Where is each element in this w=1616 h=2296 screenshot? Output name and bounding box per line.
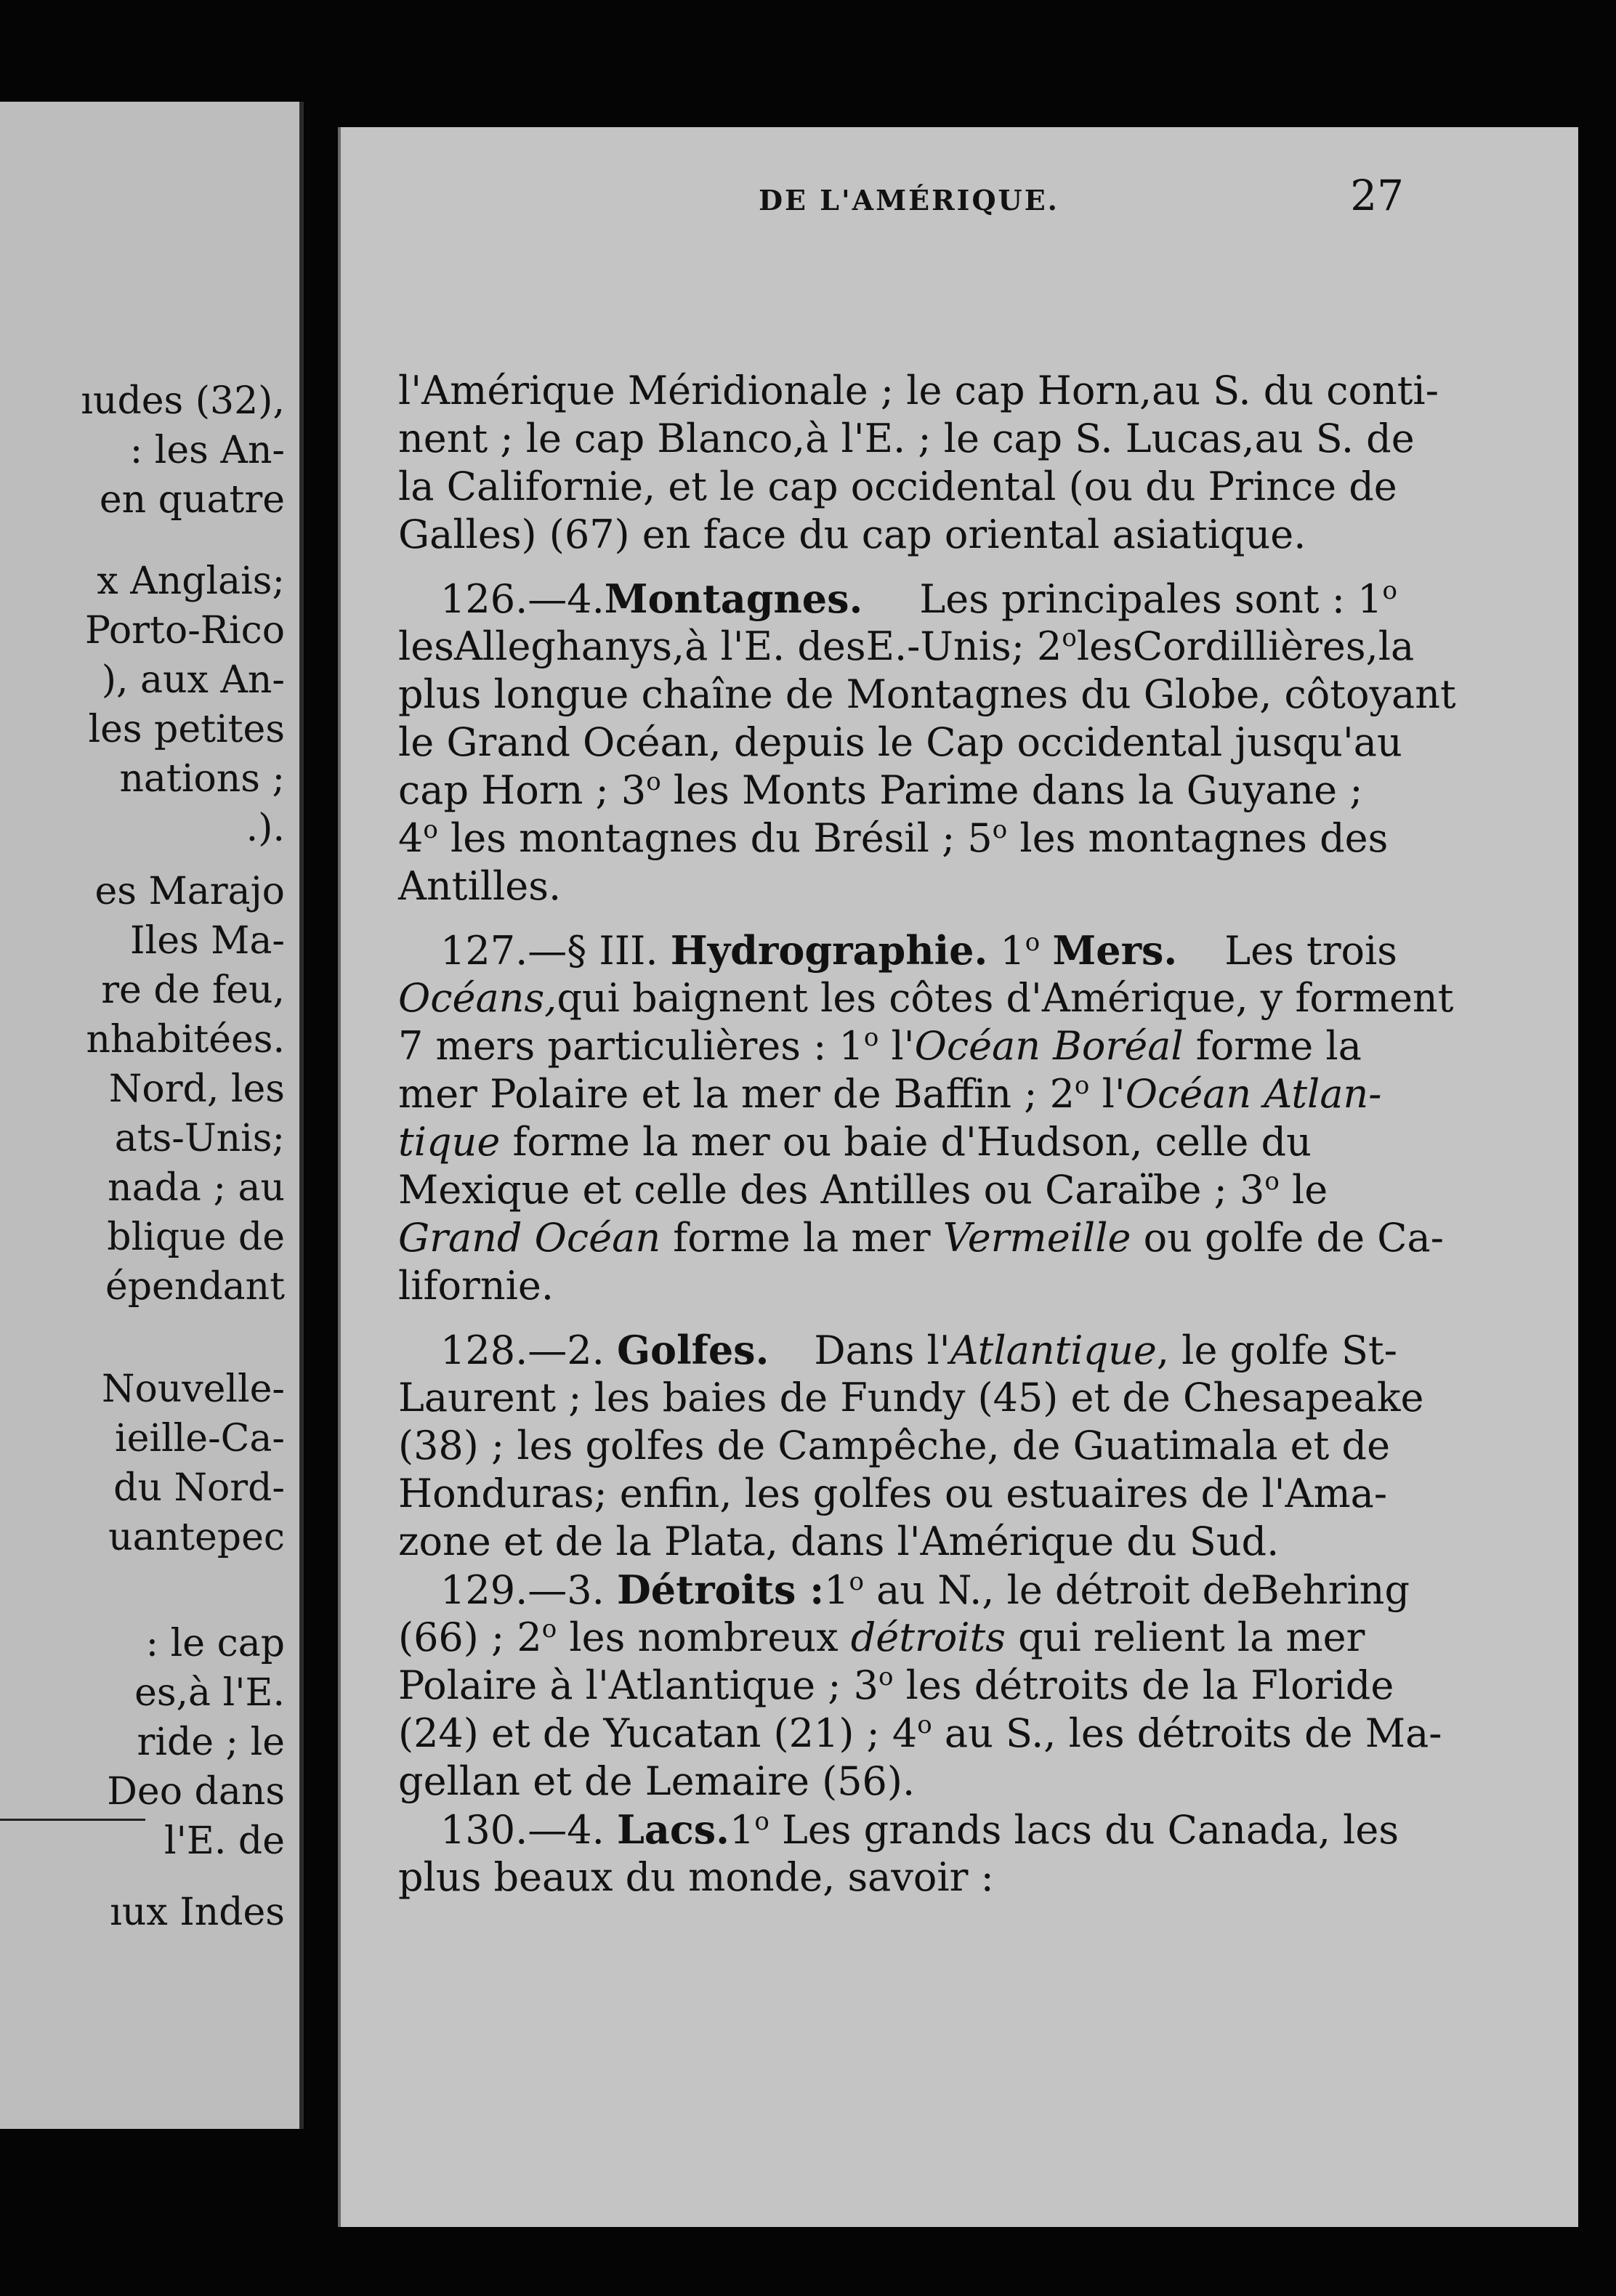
left-page-line: ieille-Ca- [115,1417,285,1460]
paragraph-130-heading-line: 130.—4. Lacs. 1$^o$ Les grands lacs du Canada, les [440,1806,1399,1853]
text-line: Grand Océan forme la mer Vermeille ou golfe de Ca- [398,1215,1444,1261]
text-line: Polaire à l'Atlantique ; 3$^o$ les détroits de la Floride [398,1662,1394,1708]
text-line: Galles) (67) en face du cap oriental asiatique. [398,512,1306,557]
text-line: (66) ; 2$^o$ les nombreux détroits qui relient la mer [398,1614,1365,1660]
text-line: zone et de la Plata, dans l'Amérique du Sud. [398,1519,1280,1564]
left-page-line: ats-Unis; [114,1117,285,1160]
text-line: Honduras; enfin, les golfes ou estuaires de l'Ama- [398,1471,1388,1516]
paragraph-number: 127.—§ III. [440,928,658,974]
left-page-line: l'E. de [163,1819,285,1863]
paragraph-129-heading-line: 129.—3. Détroits : 1$^o$ au N., le détroit deBehring [440,1567,1410,1613]
text-line: l'Amérique Méridionale ; le cap Horn,au S. du conti- [398,368,1439,413]
left-page-line: nations ; [119,757,285,801]
running-head: DE L'AMÉRIQUE. [759,184,1059,217]
paragraph-126-heading-line: 126.—4.Montagnes. Les principales sont : 1$^o$ [440,575,1397,622]
text-line: nent ; le cap Blanco,à l'E. ; le cap S. Lucas,au S. de [398,416,1415,461]
paragraph-127-heading-line: 127.—§ III. Hydrographie. 1$^o$ Mers. Les trois [440,927,1397,974]
left-page-line: blique de [107,1216,285,1259]
page-header [414,171,1404,222]
paragraph-128-heading-line: 128.—2. Golfes. Dans l'Atlantique, le golfe St- [440,1327,1397,1373]
left-page-line: ride ; le [137,1721,285,1764]
text-line: Laurent ; les baies de Fundy (45) et de Chesapeake [398,1375,1424,1420]
paragraph-number: 129.—3. [440,1567,605,1613]
left-page-line: nada ; au [108,1166,285,1210]
text-line: lesAlleghanys,à l'E. desE.-Unis; 2$^o$lesCordillières,la [398,623,1415,669]
left-page-line: uantepec [108,1516,285,1559]
section-heading: Détroits : [616,1567,825,1613]
section-heading: Lacs. [616,1806,730,1853]
text-line: 7 mers particulières : 1$^o$ l'Océan Boréal forme la [398,1023,1362,1069]
section-heading: Hydrographie. [670,927,988,974]
left-page-line: nhabitées. [86,1018,285,1062]
paragraph-number: 130.—4. [440,1807,605,1853]
text-line: la Californie, et le cap occidental (ou du Prince de [398,464,1397,509]
left-page-line: les petites [88,708,285,751]
paragraph-number: 126.—4. [440,576,605,622]
paragraph-number: 128.—2. [440,1327,605,1373]
text-line: gellan et de Lemaire (56). [398,1758,916,1804]
left-page-line: du Nord- [113,1466,285,1510]
text-line: (38) ; les golfes de Campêche, de Guatimala et de [398,1423,1391,1468]
left-page-line: x Anglais; [97,559,285,603]
text-line: le Grand Océan, depuis le Cap occidental jusqu'au [398,719,1402,765]
text-line: (24) et de Yucatan (21) ; 4$^o$ au S., les détroits de Ma- [398,1710,1442,1756]
left-page-footnote-rule [0,1819,145,1821]
text-line: tique forme la mer ou baie d'Hudson, celle du [398,1119,1312,1165]
left-page-line: Iles Ma- [130,919,285,963]
left-page-line: Nouvelle- [101,1367,285,1411]
left-page-line: en quatre [99,478,285,522]
text-line: plus beaux du monde, savoir : [398,1854,994,1900]
left-page-line: ), aux An- [101,658,285,702]
text-line: Océans,qui baignent les côtes d'Amérique, y forment [398,975,1454,1021]
left-page-line: Porto-Rico [84,609,285,652]
left-page-line: re de feu, [101,969,285,1012]
section-heading: Montagnes. [604,575,863,622]
subsection-heading: Mers. [1052,927,1178,974]
left-page-line: Deo dans [107,1770,285,1814]
left-page-line: ıux Indes [110,1891,285,1934]
left-page-line: : les An- [129,429,285,472]
section-heading: Golfes. [616,1327,769,1373]
left-page-line: ıudes (32), [81,379,285,423]
text-line: lifornie. [398,1263,554,1309]
text-line: plus longue chaîne de Montagnes du Globe, côtoyant [398,671,1456,717]
text-line: mer Polaire et la mer de Baffin ; 2$^o$ l'Océan Atlan- [398,1071,1382,1117]
text-line: 4$^o$ les montagnes du Brésil ; 5$^o$ les montagnes des [398,815,1389,861]
left-page-line: es,à l'E. [134,1671,285,1715]
left-page-line: épendant [105,1265,285,1309]
left-page-line: .). [246,807,285,850]
left-page-line: es Marajo [94,870,285,913]
text-line: Antilles. [398,863,562,909]
page-number: 27 [1350,171,1404,220]
left-page-line: Nord, les [108,1067,285,1111]
left-page-line: : le cap [145,1622,285,1665]
body-text [398,367,1456,1901]
text-line: Mexique et celle des Antilles ou Caraïbe ; 3$^o$ le [398,1167,1328,1213]
text-line: cap Horn ; 3$^o$ les Monts Parime dans la Guyane ; [398,767,1363,813]
